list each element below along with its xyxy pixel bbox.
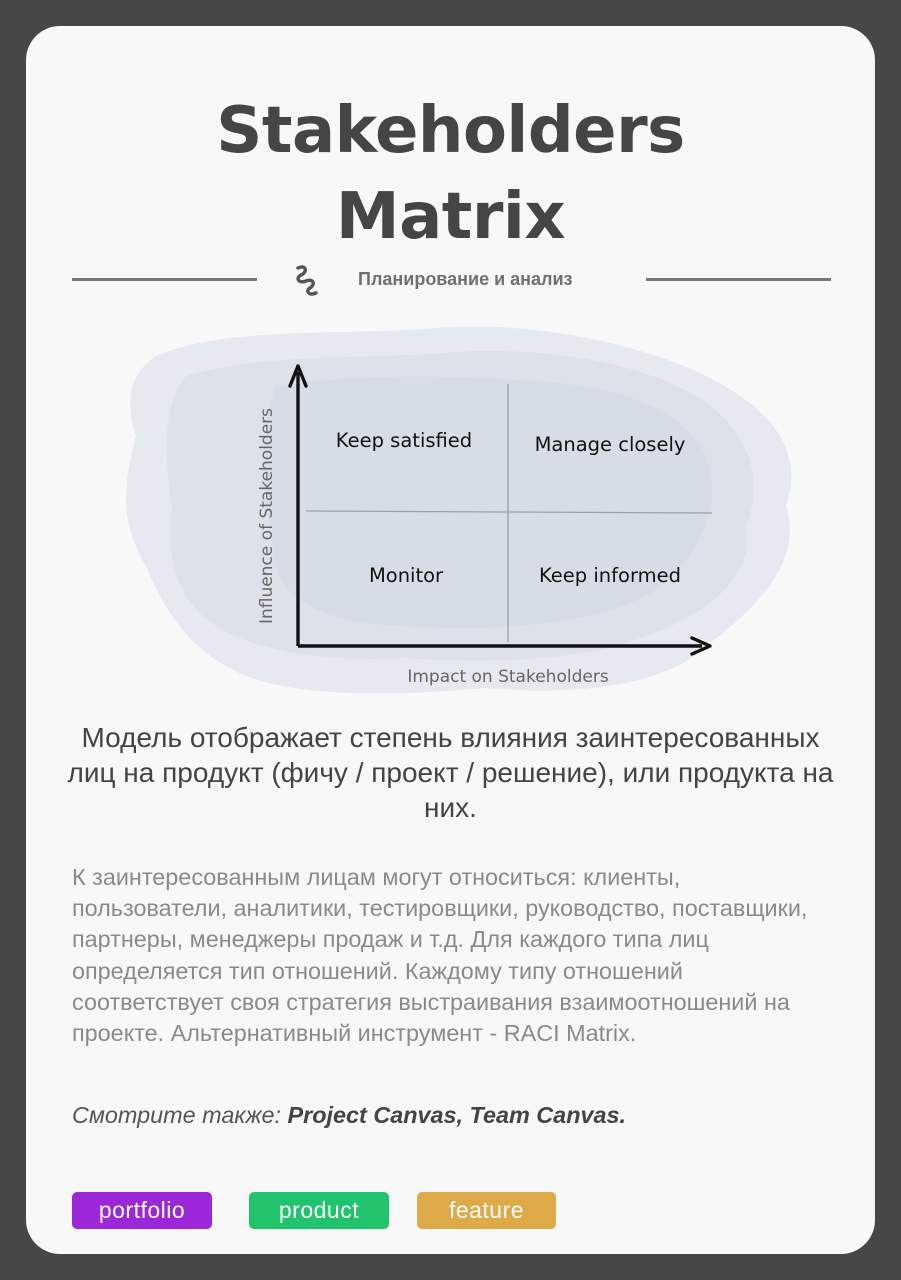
card [26,26,875,1254]
quadrant-bottom-left: Monitor [368,564,444,587]
quadrant-top-right: Manage closely [534,433,686,456]
body-description: К заинтересованным лицам могут относиться: клиенты, пользователи, аналитики, тестировщики, руководство, поставщики, партнеры, менеджеры продаж и т.д. Для каждого типа лиц определяется тип отношений. Каждому типу отношений соответствует своя стратегия выстраивания взаимоотношений на проекте. Альтернативный инструмент - RACI Matrix. [72,864,808,1047]
y-axis-label: Influence of Stakeholders [257,407,277,625]
category-label: Планирование и анализ [358,269,573,289]
tag-product[interactable]: product [249,1192,389,1229]
see-also-prefix: Смотрите также: [72,1102,288,1128]
divider-left [72,278,257,281]
page-title [26,88,875,260]
see-also [72,1100,832,1130]
title-line-2: Matrix [335,180,566,254]
lead-description: Модель отображает степень влияния заинтересованных лиц на продукт (фичу / проект / решение), или продукта на них. [67,722,834,823]
quadrant-top-left: Keep satisfied [335,429,473,452]
title-line-1: Stakeholders [216,94,685,168]
see-also-links[interactable]: Project Canvas, Team Canvas. [287,1102,627,1128]
squiggle-icon [292,262,326,298]
tag-portfolio[interactable]: portfolio [72,1192,212,1229]
x-axis-label: Impact on Stakeholders [407,667,609,687]
tag-feature[interactable]: feature [417,1192,556,1229]
quadrant-bottom-right: Keep informed [538,564,682,587]
stakeholders-matrix-diagram [106,316,806,706]
divider-right [646,278,831,281]
